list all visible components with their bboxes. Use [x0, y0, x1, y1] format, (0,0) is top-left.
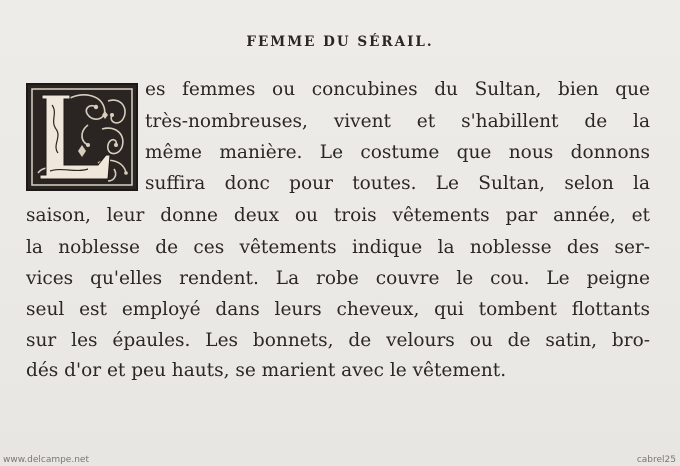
drop-cap-ornament-icon	[28, 85, 136, 189]
text-line: très-nombreuses, vivent et s'habillent de la	[145, 111, 650, 132]
text-line: saison, leur donne deux ou trois vêtements par année, et	[26, 205, 650, 226]
text-line-last: dés d'or et peu hauts, se marient avec le vêtement.	[26, 360, 507, 381]
text-line: suffira donc pour toutes. Le Sultan, selon la	[145, 173, 650, 194]
text-line: vices qu'elles rendent. La robe couvre le cou. Le peigne	[26, 268, 650, 289]
footer-watermark-right: cabrel25	[636, 455, 676, 465]
text-line: la noblesse de ces vêtements indique la noblesse des ser-	[26, 237, 650, 258]
ornamental-drop-cap	[26, 83, 138, 191]
page-title: FEMME DU SÉRAIL.	[246, 34, 434, 50]
text-line: seul est employé dans leurs cheveux, qui tombent flottants	[26, 299, 650, 320]
text-line: sur les épaules. Les bonnets, de velours ou de satin, bro-	[26, 330, 650, 351]
text-line: même manière. Le costume que nous donnons	[145, 142, 650, 163]
text-line: es femmes ou concubines du Sultan, bien que	[145, 79, 650, 100]
footer-watermark-left: www.delcampe.net	[3, 455, 89, 465]
